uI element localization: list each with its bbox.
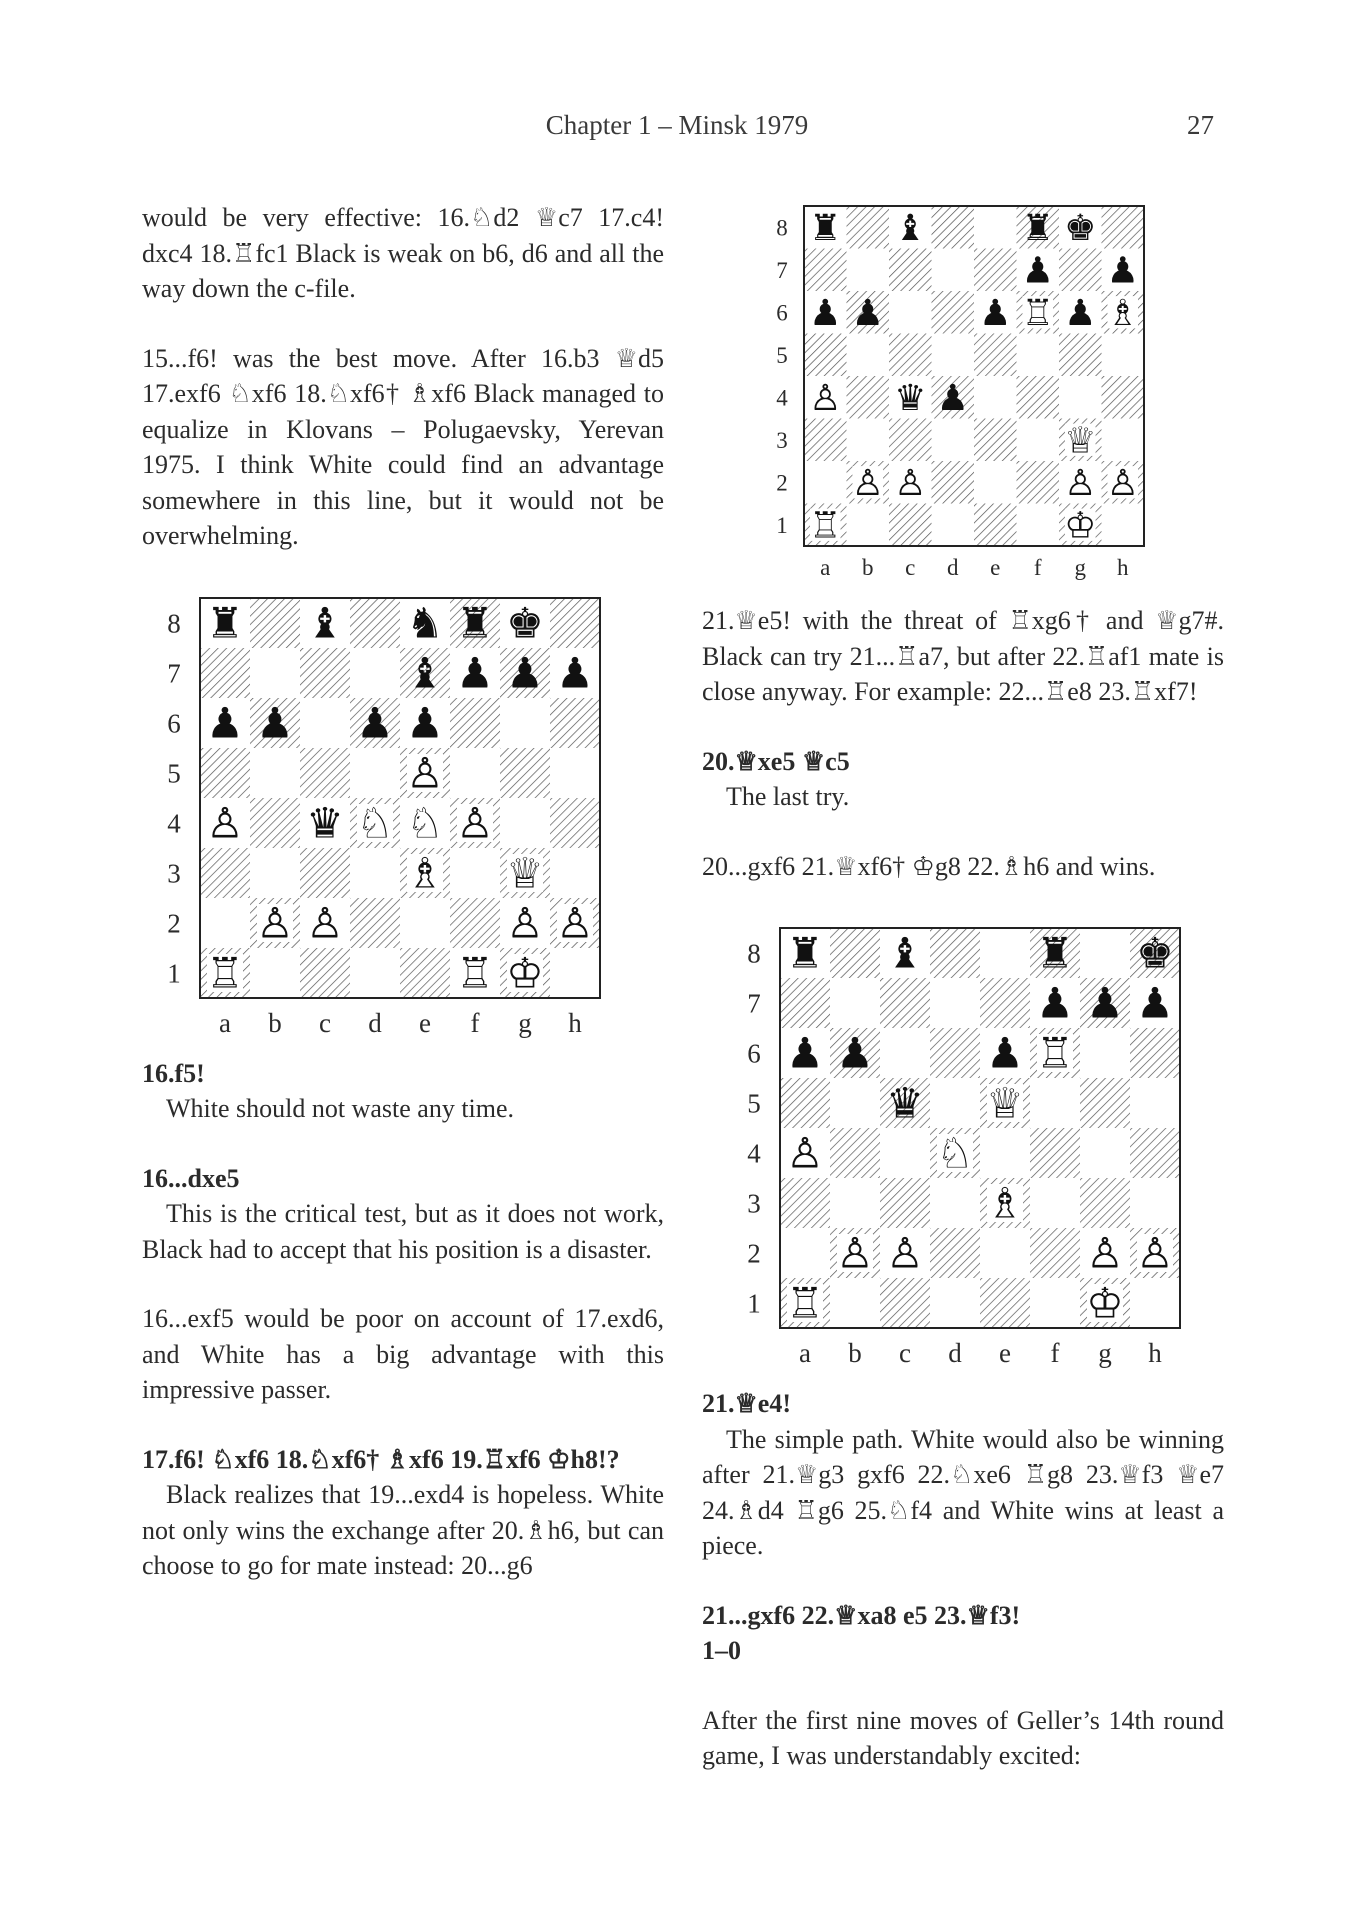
white-pawn-f4: ♙ (456, 798, 494, 848)
white-bishop-e3: ♗ (406, 848, 444, 898)
dark-square (932, 291, 975, 334)
black-pawn-a6: ♟ (809, 292, 842, 334)
black-rook-a8: ♜ (206, 598, 244, 648)
rank-label: 3 (776, 427, 788, 453)
chess-diagram-2 (762, 200, 1224, 595)
black-rook-f8: ♜ (1021, 207, 1054, 249)
file-label: g (518, 1007, 532, 1038)
white-queen-g3: ♕ (1064, 420, 1097, 462)
dark-square (1059, 249, 1102, 292)
white-queen-e5: ♕ (986, 1078, 1024, 1128)
dark-square (350, 898, 400, 948)
white-pawn-h2: ♙ (1136, 1228, 1174, 1278)
white-king-g1: ♔ (1064, 505, 1097, 547)
dark-square (932, 206, 975, 249)
dark-square (1080, 1178, 1130, 1228)
white-pawn-e5: ♙ (406, 748, 444, 798)
white-pawn-g2: ♙ (506, 898, 544, 948)
dark-square (1130, 1028, 1180, 1078)
dark-square (550, 798, 600, 848)
file-label: b (862, 554, 874, 580)
dark-square (880, 1278, 930, 1328)
dark-square (1130, 1128, 1180, 1178)
paragraph: 20...gxf6 21.♕xf6† ♔g8 22.♗h6 and wins. (702, 851, 1156, 881)
result: 1–0 (702, 1636, 741, 1665)
black-pawn-a6: ♟ (206, 698, 244, 748)
dark-square (500, 748, 550, 798)
black-pawn-b6: ♟ (256, 698, 294, 748)
dark-square (1059, 334, 1102, 377)
move-heading: 21...gxf6 22.♕xa8 e5 23.♕f3! (702, 1600, 1021, 1630)
black-pawn-e6: ♟ (406, 698, 444, 748)
file-label: f (1050, 1338, 1060, 1369)
dark-square (980, 1278, 1030, 1328)
dark-square (200, 848, 250, 898)
dark-square (974, 249, 1017, 292)
file-label: e (419, 1007, 431, 1038)
dark-square (880, 978, 930, 1028)
chess-board-2 (762, 200, 1142, 595)
white-pawn-c2: ♙ (894, 462, 927, 504)
dark-square (1030, 1128, 1080, 1178)
rank-label: 7 (776, 257, 788, 283)
file-label: b (268, 1007, 282, 1038)
file-label: d (947, 554, 959, 580)
move-heading: 17.f6! ♘xf6 18.♘xf6† ♗xf6 19.♖xf6 ♔h8!? (142, 1444, 620, 1474)
dark-square (780, 978, 830, 1028)
paragraph: Black realizes that 19...exd4 is hopeless. White not only wins the exchange after 20.♗h6, but can choose to go for mate instead: 20...g6 (142, 1480, 664, 1580)
rank-label: 8 (167, 607, 181, 638)
dark-square (974, 334, 1017, 377)
white-rook-a1: ♖ (809, 505, 842, 547)
white-pawn-g2: ♙ (1086, 1228, 1124, 1278)
black-pawn-g7: ♟ (1086, 978, 1124, 1028)
white-queen-g3: ♕ (506, 848, 544, 898)
white-rook-f6: ♖ (1036, 1028, 1074, 1078)
dark-square (889, 334, 932, 377)
rank-label: 1 (167, 957, 181, 988)
rank-label: 6 (776, 300, 788, 326)
black-rook-a8: ♜ (786, 928, 824, 978)
black-pawn-a6: ♟ (786, 1028, 824, 1078)
rank-label: 6 (167, 707, 181, 738)
dark-square (1017, 376, 1060, 419)
white-rook-a1: ♖ (786, 1278, 824, 1328)
white-pawn-c2: ♙ (306, 898, 344, 948)
dark-square (889, 419, 932, 462)
black-queen-c5: ♛ (886, 1078, 924, 1128)
black-bishop-e7: ♝ (406, 648, 444, 698)
black-pawn-f7: ♟ (456, 648, 494, 698)
white-pawn-b2: ♙ (836, 1228, 874, 1278)
move-heading: 21.♕e4! (702, 1389, 792, 1418)
black-pawn-h7: ♟ (556, 648, 594, 698)
rank-label: 6 (747, 1038, 761, 1069)
rank-label: 5 (167, 757, 181, 788)
rank-label: 3 (747, 1188, 761, 1219)
file-label: h (1117, 554, 1129, 580)
white-knight-e4: ♘ (406, 798, 444, 848)
dark-square (450, 698, 500, 748)
dark-square (780, 1178, 830, 1228)
black-pawn-g7: ♟ (506, 648, 544, 698)
dark-square (250, 798, 300, 848)
dark-square (780, 1078, 830, 1128)
paragraph: 21.♕e5! with the threat of ♖xg6† and ♕g7#. Black can try 21...♖a7, but after 22.♖af1 mate is close anyway. For example: 22...♖e8 23.♖xf7! (702, 606, 1224, 706)
rank-label: 8 (747, 938, 761, 969)
rank-label: 4 (747, 1138, 761, 1169)
white-rook-a1: ♖ (206, 948, 244, 998)
black-bishop-c8: ♝ (894, 207, 927, 249)
page-number: 27 (1187, 110, 1214, 140)
white-rook-f6: ♖ (1021, 292, 1054, 334)
paragraph: After the first nine moves of Geller’s 14th round game, I was understandably excited: (702, 1705, 1224, 1770)
dark-square (1102, 206, 1145, 249)
dark-square (200, 648, 250, 698)
black-rook-f8: ♜ (456, 598, 494, 648)
file-label: h (568, 1007, 582, 1038)
dark-square (804, 334, 847, 377)
white-rook-f1: ♖ (456, 948, 494, 998)
dark-square (450, 898, 500, 948)
chess-diagram-1 (142, 588, 664, 1048)
running-head (0, 110, 1354, 150)
black-pawn-d6: ♟ (356, 698, 394, 748)
paragraph: 16...exf5 would be poor on account of 17.exd6, and White has a big advantage with this impressive passer. (142, 1304, 664, 1404)
black-queen-c4: ♛ (306, 798, 344, 848)
file-label: a (799, 1338, 811, 1369)
right-column (702, 200, 1224, 1808)
black-rook-f8: ♜ (1036, 928, 1074, 978)
dark-square (350, 598, 400, 648)
dark-square (300, 748, 350, 798)
dark-square (847, 206, 890, 249)
paragraph: The last try. (726, 782, 850, 811)
file-label: b (848, 1338, 862, 1369)
black-bishop-c8: ♝ (306, 598, 344, 648)
file-label: g (1098, 1338, 1112, 1369)
black-pawn-h7: ♟ (1136, 978, 1174, 1028)
white-pawn-a4: ♙ (786, 1128, 824, 1178)
move-heading: 20.♕xe5 ♕c5 (702, 746, 850, 776)
white-pawn-a4: ♙ (206, 798, 244, 848)
move-heading: 16...dxe5 (142, 1163, 240, 1193)
black-pawn-g6: ♟ (1064, 292, 1097, 334)
rank-label: 2 (747, 1238, 761, 1269)
rank-label: 2 (776, 470, 788, 496)
dark-square (974, 504, 1017, 547)
black-pawn-f7: ♟ (1021, 250, 1054, 292)
white-pawn-h2: ♙ (1106, 462, 1139, 504)
black-pawn-b6: ♟ (836, 1028, 874, 1078)
dark-square (930, 928, 980, 978)
white-pawn-b2: ♙ (256, 898, 294, 948)
black-pawn-e6: ♟ (986, 1028, 1024, 1078)
black-knight-e8: ♞ (406, 598, 444, 648)
dark-square (1080, 1078, 1130, 1128)
file-label: h (1148, 1338, 1162, 1369)
white-pawn-g2: ♙ (1064, 462, 1097, 504)
rank-label: 7 (747, 988, 761, 1019)
file-label: a (219, 1007, 231, 1038)
black-pawn-f7: ♟ (1036, 978, 1074, 1028)
dark-square (200, 748, 250, 798)
black-pawn-d4: ♟ (936, 377, 969, 419)
paragraph: would be very effective: 16.♘d2 ♕c7 17.c4! dxc4 18.♖fc1 Black is weak on b6, d6 and all the way down the c-file. (142, 203, 664, 303)
black-pawn-b6: ♟ (851, 292, 884, 334)
file-label: f (470, 1007, 480, 1038)
white-bishop-e3: ♗ (986, 1178, 1024, 1228)
rank-label: 4 (776, 385, 788, 411)
dark-square (889, 504, 932, 547)
file-label: a (820, 554, 831, 580)
file-label: f (1033, 554, 1042, 580)
paragraph: 15...f6! was the best move. After 16.b3 ♕d5 17.exf6 ♘xf6 18.♘xf6† ♗xf6 Black managed to equalize in Klovans – Polugaevsky, Yerevan 1975. I think White could find an advantage somewhere in this line, but it would not be overwhelming. (142, 343, 664, 550)
rank-label: 5 (776, 342, 788, 368)
white-pawn-b2: ♙ (851, 462, 884, 504)
paragraph: The simple path. White would also be winning after 21.♕g3 gxf6 22.♘xe6 ♖g8 23.♕f3 ♕e7 24.♗d4 ♖g6 25.♘f4 and White wins at least a piece. (702, 1424, 1224, 1560)
black-pawn-e6: ♟ (979, 292, 1012, 334)
black-bishop-c8: ♝ (886, 928, 924, 978)
left-column (142, 200, 664, 1618)
dark-square (250, 598, 300, 648)
chess-diagram-3 (722, 918, 1224, 1378)
rank-label: 3 (167, 857, 181, 888)
file-label: c (905, 554, 916, 580)
dark-square (847, 376, 890, 419)
white-knight-d4: ♘ (356, 798, 394, 848)
dark-square (400, 948, 450, 998)
dark-square (889, 249, 932, 292)
move-heading: 16.f5! (142, 1058, 205, 1088)
dark-square (1030, 1228, 1080, 1278)
rank-label: 1 (776, 512, 788, 538)
dark-square (930, 1228, 980, 1278)
dark-square (300, 848, 350, 898)
rank-label: 2 (167, 907, 181, 938)
black-king-h8: ♚ (1136, 928, 1174, 978)
rank-label: 5 (747, 1088, 761, 1119)
white-king-g1: ♔ (506, 948, 544, 998)
file-label: d (948, 1338, 962, 1369)
dark-square (804, 249, 847, 292)
white-bishop-h6: ♗ (1106, 292, 1139, 334)
dark-square (930, 1028, 980, 1078)
dark-square (974, 419, 1017, 462)
dark-square (830, 1128, 880, 1178)
dark-square (804, 419, 847, 462)
file-label: d (368, 1007, 382, 1038)
rank-label: 7 (167, 657, 181, 688)
rank-label: 4 (167, 807, 181, 838)
black-king-g8: ♚ (1064, 207, 1097, 249)
dark-square (300, 948, 350, 998)
rank-label: 1 (747, 1288, 761, 1319)
dark-square (932, 461, 975, 504)
file-label: g (1074, 554, 1086, 580)
dark-square (550, 598, 600, 648)
file-label: c (319, 1007, 331, 1038)
dark-square (300, 648, 350, 698)
chess-board-1 (142, 588, 594, 1048)
rank-label: 8 (776, 215, 788, 241)
black-rook-a8: ♜ (809, 207, 842, 249)
file-label: e (990, 554, 1001, 580)
black-king-g8: ♚ (506, 598, 544, 648)
white-knight-d4: ♘ (936, 1128, 974, 1178)
black-queen-c4: ♛ (894, 377, 927, 419)
file-label: c (899, 1338, 911, 1369)
paragraph: This is the critical test, but as it does not work, Black had to accept that his position is a disaster. (142, 1199, 664, 1264)
chess-board-3 (722, 918, 1174, 1378)
dark-square (1017, 461, 1060, 504)
dark-square (550, 698, 600, 748)
dark-square (1102, 376, 1145, 419)
white-pawn-h2: ♙ (556, 898, 594, 948)
dark-square (980, 978, 1030, 1028)
file-label: e (999, 1338, 1011, 1369)
white-pawn-a4: ♙ (809, 377, 842, 419)
dark-square (830, 928, 880, 978)
paragraph: White should not waste any time. (166, 1094, 515, 1123)
dark-square (880, 1178, 930, 1228)
black-pawn-h7: ♟ (1106, 250, 1139, 292)
white-king-g1: ♔ (1086, 1278, 1124, 1328)
chapter-title: Chapter 1 – Minsk 1979 (545, 110, 809, 140)
white-pawn-c2: ♙ (886, 1228, 924, 1278)
